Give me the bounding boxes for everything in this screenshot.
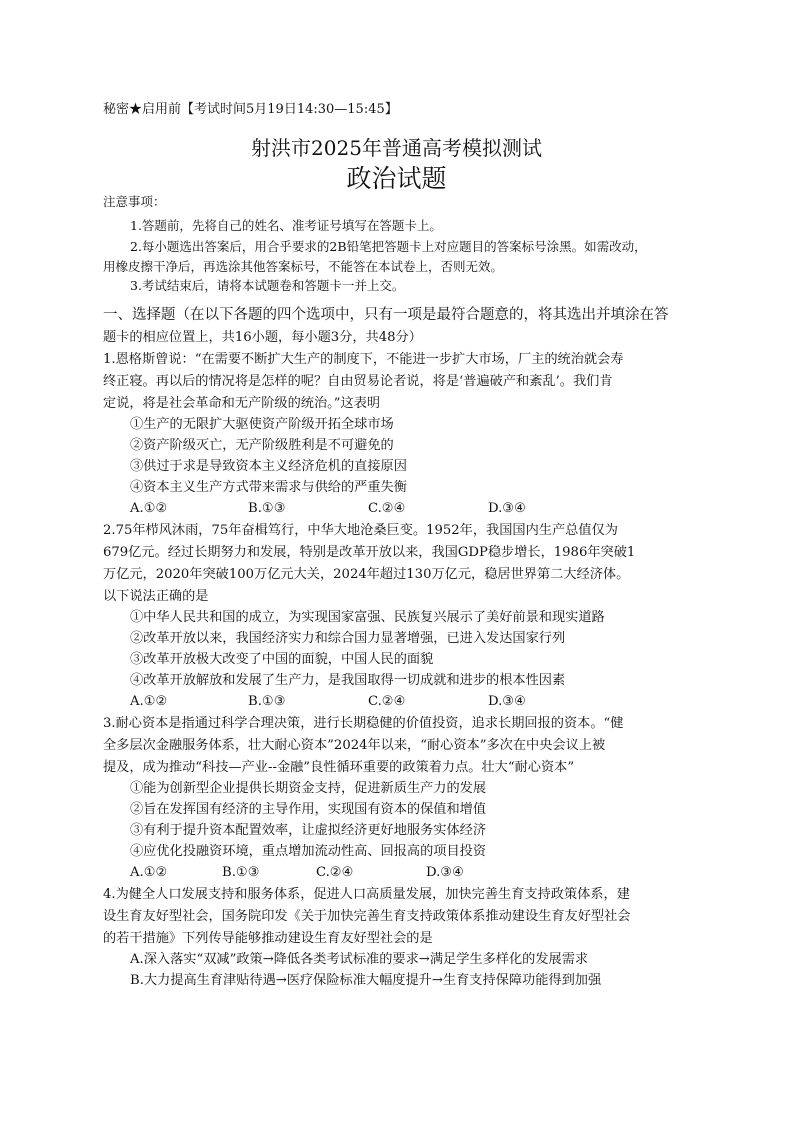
choice-d: D.③④ (488, 501, 526, 516)
section-heading: 一、选择题（在以下各题的四个选项中，只有一项是最符合题意的，将其选出并填涂在答 (103, 307, 669, 323)
question-2-stem: 以下说法正确的是 (103, 589, 209, 604)
question-3-option: ②旨在发挥国有经济的主导作用，实现国有资本的保值和增值 (130, 802, 487, 817)
question-4-stem: 设生育友好型社会，国务院印发《关于加快完善生育支持政策体系推动建设生育友好型社会 (103, 909, 631, 924)
choice-c: C.②④ (316, 865, 354, 880)
question-3-option: ③有利于提升资本配置效率，让虚拟经济更好地服务实体经济 (130, 823, 487, 838)
question-1-stem: 1.恩格斯曾说：“在需要不断扩大生产的制度下，不能进一步扩大市场，厂主的统治就会寿 (103, 352, 624, 367)
notice-item: 1.答题前，先将自己的姓名、准考证号填写在答题卡上。 (130, 218, 442, 233)
choice-d: D.③④ (426, 865, 464, 880)
question-3-stem: 提及，成为推动“科技—产业--金融”良性循环重要的政策着力点。壮大“耐心资本” (103, 760, 575, 775)
question-3-stem: 全多层次金融服务体系，壮大耐心资本”2024年以来，“耐心资本”多次在中央会议上被 (103, 738, 606, 753)
question-2-stem: 2.75年栉风沐雨，75年奋楫笃行，中华大地沧桑巨变。1952年，我国国内生产总值仅为 (103, 523, 618, 538)
question-4-option: A.深入落实“双减”政策→降低各类考试标准的要求→满足学生多样化的发展需求 (130, 952, 589, 967)
question-2-option: ④改革开放解放和发展了生产力，是我国取得一切成就和进步的根本性因素 (130, 673, 566, 688)
notice-label: 注意事项： (103, 194, 166, 209)
notice-item: 3.考试结束后，请将本试题卷和答题卡一并上交。 (130, 278, 405, 293)
exam-title: 射洪市2025年普通高考模拟测试 (251, 136, 542, 160)
choice-b: B.①③ (248, 501, 286, 516)
question-3-option: ①能为创新型企业提供长期资金支持，促进新质生产力的发展 (130, 781, 487, 796)
choice-a: A.①② (130, 694, 168, 709)
choice-a: A.①② (130, 501, 168, 516)
choice-b: B.①③ (222, 865, 260, 880)
question-4-stem: 的若干措施》下列传导能够推动建设生育友好型社会的是 (103, 931, 433, 946)
question-2-option: ②改革开放以来，我国经济实力和综合国力显著增强，已进入发达国家行列 (130, 631, 566, 646)
choice-d: D.③④ (488, 694, 526, 709)
question-1-option: ②资产阶级灭亡，无产阶级胜利是不可避免的 (130, 438, 394, 453)
question-1-option: ④资本主义生产方式带来需求与供给的严重失衡 (130, 480, 407, 495)
notice-item: 用橡皮擦干净后，再选涂其他答案标号，不能答在本试卷上，否则无效。 (103, 259, 504, 274)
question-1-option: ①生产的无限扩大驱使资产阶级开拓全球市场 (130, 417, 394, 432)
question-1-option: ③供过于求是导致资本主义经济危机的直接原因 (130, 459, 407, 474)
subject-title: 政治试题 (346, 164, 447, 193)
question-3-stem: 3.耐心资本是指通过科学合理决策，进行长期稳健的价值投资，追求长期回报的资本。“健 (103, 716, 624, 731)
question-3-option: ④应优化投融资环境，重点增加流动性高、回报高的项目投资 (130, 844, 487, 859)
question-2-option: ①中华人民共和国的成立，为实现国家富强、民族复兴展示了美好前景和现实道路 (130, 610, 605, 625)
choice-c: C.②④ (368, 694, 406, 709)
confidential-exam-time: 秘密★启用前【考试时间5月19日14:30—15:45】 (103, 102, 398, 117)
choice-c: C.②④ (368, 501, 406, 516)
choice-a: A.①② (130, 865, 168, 880)
question-4-option: B.大力提高生育津贴待遇→医疗保险标准大幅度提升→生育支持保障功能得到加强 (130, 973, 602, 988)
question-2-stem: 679亿元。经过长期努力和发展，特别是改革开放以来，我国GDP稳步增长，1986年突破1 (103, 545, 636, 560)
question-2-option: ③改革开放极大改变了中国的面貌，中国人民的面貌 (130, 652, 434, 667)
question-4-stem: 4.为健全人口发展支持和服务体系，促进人口高质量发展，加快完善生育支持政策体系，建 (103, 887, 630, 902)
question-2-stem: 万亿元，2020年突破100万亿元大关，2024年超过130万亿元，稳居世界第二大经济体。 (103, 567, 630, 582)
notice-item: 2.每小题选出答案后，用合乎要求的2B铅笔把答题卡上对应题目的答案标号涂黑。如需改动， (130, 239, 647, 254)
choice-b: B.①③ (248, 694, 286, 709)
question-1-stem: 定说，将是社会革命和无产阶级的统治。”这表明 (103, 396, 381, 411)
question-1-stem: 终正寝。再以后的情况将是怎样的呢？自由贸易论者说，将是‘普遍破产和紊乱’。我们肯 (103, 374, 613, 389)
section-heading-cont: 题卡的相应位置上，共16小题，每小题3分，共48分） (103, 330, 422, 345)
